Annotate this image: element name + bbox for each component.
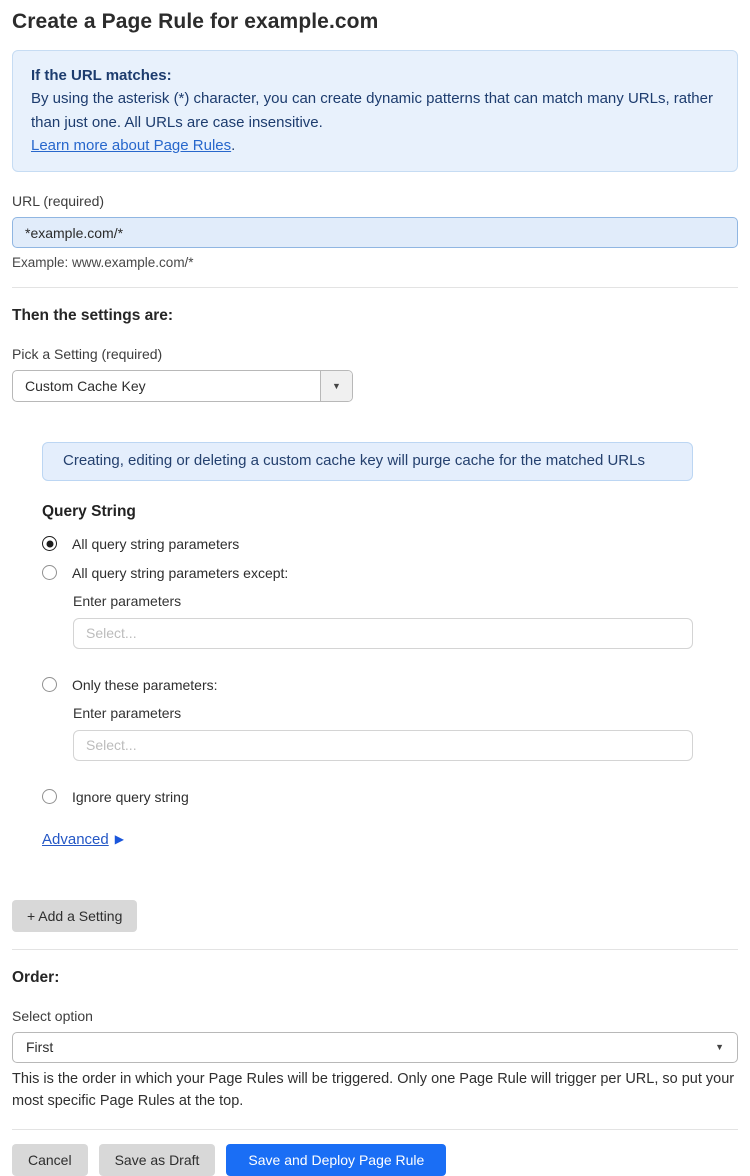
pick-setting-label: Pick a Setting (required) — [12, 346, 163, 362]
setting-dropdown-value: Custom Cache Key — [25, 378, 146, 394]
except-params-field — [73, 593, 693, 649]
radio-ignore-query-string[interactable] — [42, 789, 693, 805]
enter-parameters-label: Enter parameters — [73, 704, 182, 721]
cache-key-notice: Creating, editing or deleting a custom cache key will purge cache for the matched URLs — [42, 442, 693, 481]
add-setting-button[interactable]: + Add a Setting — [12, 900, 137, 932]
radio-label: Ignore query string — [72, 788, 189, 805]
radio-unselected-icon[interactable] — [42, 565, 57, 580]
setting-dropdown[interactable] — [12, 370, 353, 402]
query-string-heading: Query String — [42, 502, 136, 520]
url-match-info-box — [12, 50, 738, 172]
page-title: Create a Page Rule for example.com — [12, 10, 379, 33]
order-dropdown[interactable] — [12, 1032, 738, 1063]
advanced-link[interactable]: Advanced — [42, 830, 109, 848]
url-label: URL (required) — [12, 193, 105, 209]
save-and-deploy-button[interactable]: Save and Deploy Page Rule — [226, 1144, 446, 1176]
order-heading: Order: — [12, 968, 60, 986]
save-as-draft-button[interactable]: Save as Draft — [99, 1144, 216, 1176]
custom-cache-key-panel — [42, 442, 693, 848]
setting-dropdown-arrow-box[interactable] — [320, 371, 352, 401]
radio-selected-icon[interactable] — [42, 536, 57, 551]
advanced-row — [42, 831, 693, 848]
only-params-field — [73, 705, 693, 761]
learn-more-link[interactable]: Learn more about Page Rules — [31, 136, 232, 154]
url-helper-text: Example: www.example.com/* — [12, 255, 194, 270]
url-input[interactable] — [12, 217, 738, 248]
only-params-input[interactable] — [73, 730, 693, 761]
radio-label: Only these parameters: — [72, 676, 218, 693]
chevron-down-icon: ▼ — [715, 1042, 724, 1053]
info-box-heading: If the URL matches: — [31, 67, 172, 84]
link-period: . — [231, 136, 236, 154]
radio-all-query-params[interactable] — [42, 536, 693, 552]
radio-label: All query string parameters except: — [72, 564, 289, 581]
footer-actions — [12, 1144, 738, 1176]
radio-all-params-except[interactable] — [42, 565, 693, 581]
radio-only-these-params[interactable] — [42, 677, 693, 693]
enter-parameters-label: Enter parameters — [73, 592, 182, 609]
order-dropdown-value: First — [26, 1039, 54, 1056]
chevron-down-icon: ▼ — [332, 381, 341, 391]
order-select-label: Select option — [12, 1007, 93, 1024]
order-description: This is the order in which your Page Rules will be triggered. Only one Page Rule will trigger per URL, so put your most specific Page Rules at the top. — [12, 1070, 735, 1109]
except-params-input[interactable] — [73, 618, 693, 649]
info-box-body: By using the asterisk (*) character, you can create dynamic patterns that can match many URLs, rather than just one. All URLs are case insensitive. — [31, 90, 713, 131]
divider — [12, 949, 738, 950]
settings-heading: Then the settings are: — [12, 307, 174, 324]
radio-unselected-icon[interactable] — [42, 789, 57, 804]
info-box-link-line — [31, 134, 719, 157]
divider — [12, 287, 738, 288]
caret-right-icon: ▶ — [114, 832, 124, 847]
cancel-button[interactable]: Cancel — [12, 1144, 88, 1176]
radio-label: All query string parameters — [72, 535, 240, 552]
radio-unselected-icon[interactable] — [42, 677, 57, 692]
